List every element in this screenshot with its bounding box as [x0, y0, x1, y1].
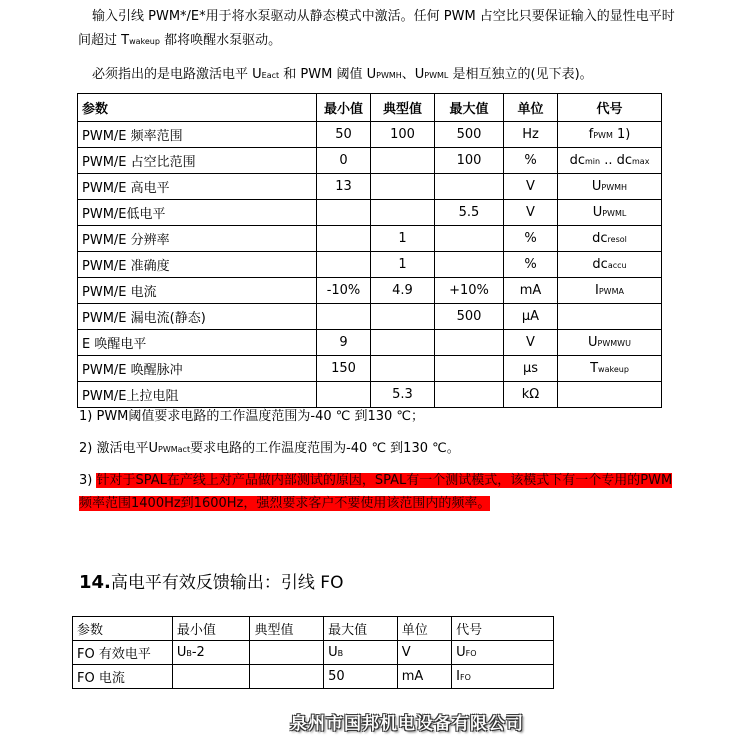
cell-unit: V: [504, 174, 558, 200]
cell-min: [317, 304, 371, 330]
cell-unit: μs: [504, 356, 558, 382]
intro-line-2: 间超过 Twakeup 都将唤醒水泵驱动。: [78, 33, 282, 48]
cell-max: [435, 226, 504, 252]
table-row: [78, 226, 662, 252]
parameter-table: [77, 93, 662, 408]
cell-param: PWM/E 高电平: [78, 174, 317, 200]
cell-typ: 5.3: [371, 382, 435, 408]
cell-param: PWM/E低电平: [78, 200, 317, 226]
cell-symbol: [558, 304, 662, 330]
cell-typ: 100: [371, 122, 435, 148]
cell-unit: V: [504, 200, 558, 226]
cell-max: 5.5: [435, 200, 504, 226]
header-param: 参数: [73, 617, 173, 641]
cell-min: UB-2: [172, 641, 250, 665]
cell-typ: [250, 665, 324, 689]
table-row: [78, 174, 662, 200]
cell-unit: μA: [504, 304, 558, 330]
table-header-row: [73, 617, 554, 641]
cell-max: 500: [435, 304, 504, 330]
cell-param: E 唤醒电平: [78, 330, 317, 356]
cell-min: [317, 226, 371, 252]
cell-symbol: IPWMA: [558, 278, 662, 304]
header-unit: 单位: [504, 94, 558, 122]
cell-symbol: dcaccu: [558, 252, 662, 278]
header-symbol: 代号: [558, 94, 662, 122]
cell-symbol: fPWM 1): [558, 122, 662, 148]
cell-max: +10%: [435, 278, 504, 304]
company-watermark: 泉州市国邦机电设备有限公司: [290, 714, 524, 734]
cell-min: -10%: [317, 278, 371, 304]
cell-unit: Hz: [504, 122, 558, 148]
table-row: [78, 356, 662, 382]
cell-unit: V: [504, 330, 558, 356]
section-14-heading: 14.高电平有效反馈输出：引线 FO: [79, 572, 344, 593]
cell-symbol: [558, 382, 662, 408]
cell-min: 13: [317, 174, 371, 200]
cell-symbol: UPWMWU: [558, 330, 662, 356]
cell-symbol: Twakeup: [558, 356, 662, 382]
cell-param: PWM/E 频率范围: [78, 122, 317, 148]
cell-param: PWM/E 电流: [78, 278, 317, 304]
cell-param: PWM/E 占空比范围: [78, 148, 317, 174]
table-row: [78, 382, 662, 408]
header-min: 最小值: [317, 94, 371, 122]
cell-typ: [371, 148, 435, 174]
cell-unit: %: [504, 148, 558, 174]
cell-min: 0: [317, 148, 371, 174]
fo-output-table: [72, 616, 554, 689]
table-header-row: [78, 94, 662, 122]
note-3-highlight-line-2: 频率范围1400Hz到1600Hz，强烈要求客户不要使用该范围内的频率。: [79, 496, 491, 511]
cell-min: [317, 382, 371, 408]
table-row: [78, 304, 662, 330]
table-row: [78, 200, 662, 226]
note-3: 3) 针对于SPAL在产线上对产品做内部测试的原因，SPAL有一个测试模式，该模式下有一个专用的PWM: [79, 473, 673, 488]
cell-min: [317, 252, 371, 278]
table-row: [73, 641, 554, 665]
cell-typ: 4.9: [371, 278, 435, 304]
cell-typ: [371, 200, 435, 226]
cell-param: PWM/E 分辨率: [78, 226, 317, 252]
cell-max: 500: [435, 122, 504, 148]
cell-param: FO 电流: [73, 665, 173, 689]
header-symbol: 代号: [452, 617, 554, 641]
header-typ: 典型值: [371, 94, 435, 122]
cell-param: PWM/E 漏电流(静态): [78, 304, 317, 330]
note-2: 2) 激活电平UPWMact要求电路的工作温度范围为-40 ℃ 到130 ℃。: [79, 441, 460, 456]
cell-max: [435, 174, 504, 200]
note-3-highlight-line-1: 针对于SPAL在产线上对产品做内部测试的原因，SPAL有一个测试模式，该模式下有一个专用的PWM: [96, 473, 673, 488]
cell-min: [172, 665, 250, 689]
table-row: [78, 330, 662, 356]
cell-min: 150: [317, 356, 371, 382]
cell-symbol: IFO: [452, 665, 554, 689]
cell-param: FO 有效电平: [73, 641, 173, 665]
table-row: [78, 252, 662, 278]
cell-typ: 1: [371, 226, 435, 252]
cell-unit: kΩ: [504, 382, 558, 408]
header-unit: 单位: [397, 617, 451, 641]
note-3-line-2: [79, 495, 490, 513]
cell-max: 100: [435, 148, 504, 174]
cell-typ: [371, 174, 435, 200]
header-param: 参数: [78, 94, 317, 122]
header-min: 最小值: [172, 617, 250, 641]
cell-max: [435, 356, 504, 382]
cell-unit: %: [504, 252, 558, 278]
cell-max: [435, 252, 504, 278]
cell-max: 50: [324, 665, 398, 689]
cell-param: PWM/E 准确度: [78, 252, 317, 278]
table-row: [78, 278, 662, 304]
header-max: 最大值: [324, 617, 398, 641]
cell-symbol: dcresol: [558, 226, 662, 252]
cell-typ: 1: [371, 252, 435, 278]
cell-symbol: dcmin .. dcmax: [558, 148, 662, 174]
cell-symbol: UPWMH: [558, 174, 662, 200]
header-typ: 典型值: [250, 617, 324, 641]
cell-unit: V: [397, 641, 451, 665]
cell-typ: [371, 356, 435, 382]
cell-unit: mA: [504, 278, 558, 304]
cell-min: [317, 200, 371, 226]
cell-min: 50: [317, 122, 371, 148]
cell-typ: [371, 330, 435, 356]
cell-unit: mA: [397, 665, 451, 689]
cell-symbol: UFO: [452, 641, 554, 665]
cell-max: [435, 330, 504, 356]
intro-line-3: 必须指出的是电路激活电平 UEact 和 PWM 阈值 UPWMH、UPWML 是相互独立的(见下表)。: [92, 67, 593, 82]
cell-max: [435, 382, 504, 408]
table-row: [78, 122, 662, 148]
cell-min: 9: [317, 330, 371, 356]
cell-symbol: UPWML: [558, 200, 662, 226]
cell-typ: [371, 304, 435, 330]
intro-line-1: 输入引线 PWM*/E*用于将水泵驱动从静态模式中激活。任何 PWM 占空比只要保证输入的显性电平时: [92, 9, 675, 24]
table-row: [78, 148, 662, 174]
cell-unit: %: [504, 226, 558, 252]
cell-param: PWM/E 唤醒脉冲: [78, 356, 317, 382]
table-row: [73, 665, 554, 689]
note-1: 1) PWM阈值要求电路的工作温度范围为-40 ℃ 到130 ℃；: [79, 409, 425, 424]
cell-param: PWM/E上拉电阻: [78, 382, 317, 408]
cell-typ: [250, 641, 324, 665]
header-max: 最大值: [435, 94, 504, 122]
cell-max: UB: [324, 641, 398, 665]
